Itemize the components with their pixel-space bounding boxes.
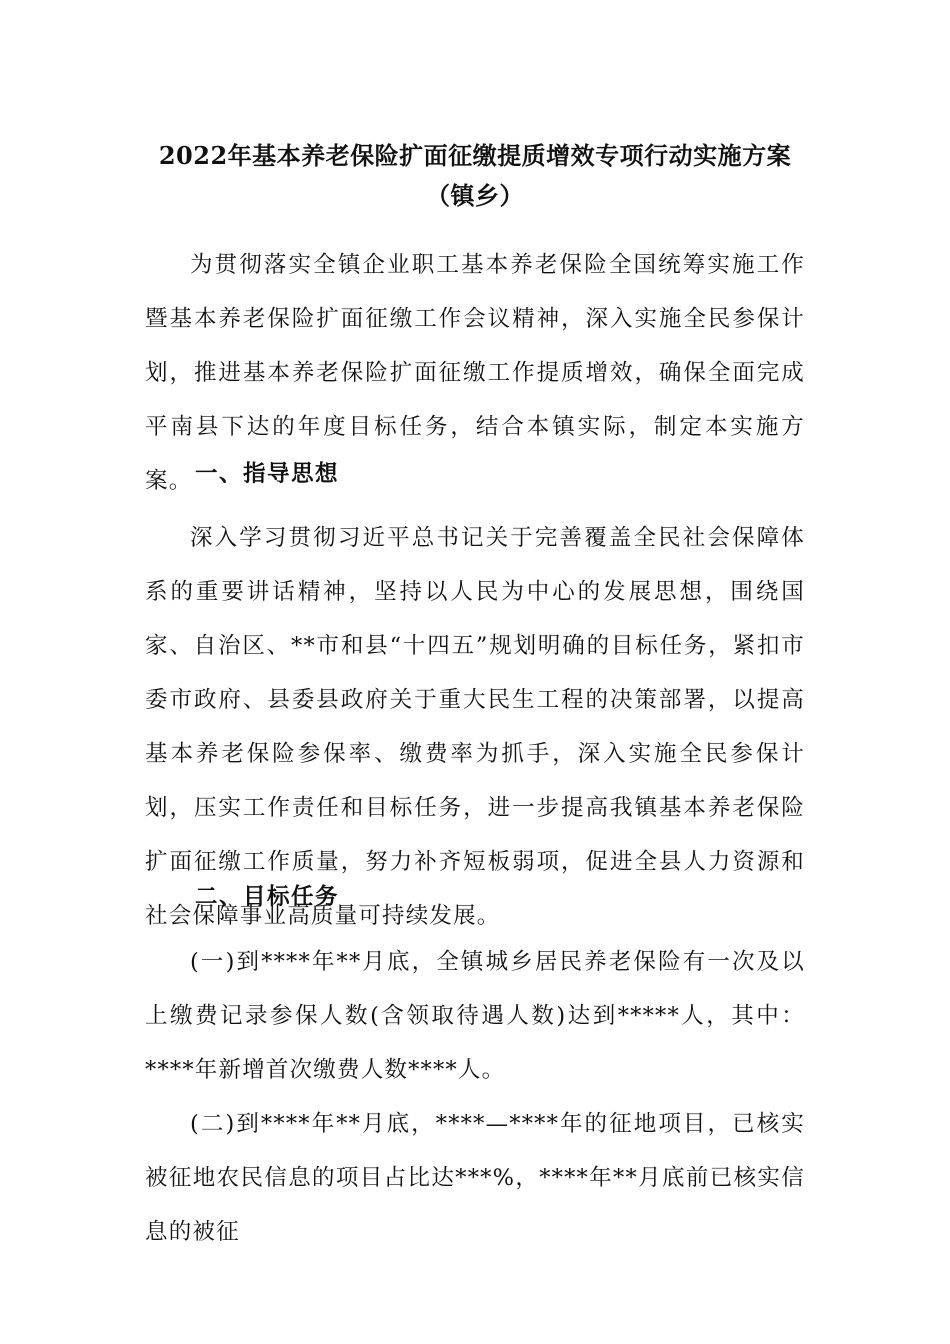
- section-paragraph-guiding-ideology: 深入学习贯彻习近平总书记关于完善覆盖全民社会保障体系的重要讲话精神，坚持以人民为中心的发展思想，围绕国家、自治区、**市和县“十四五”规划明确的目标任务，紧扣市委市政府、县委县政府关于重大民生工程的决策部署，以提高基本养老保险参保率、缴费率为抓手，深入实施全民参保计划，压实工作责任和目标任务，进一步提高我镇基本养老保险扩面征缴工作质量，努力补齐短板弱项，促进全县人力资源和社会保障事业高质量可持续发展。: [145, 525, 805, 929]
- objective-item-1: (一)到****年**月底，全镇城乡居民养老保险有一次及以上缴费记录参保人数(含领取待遇人数)达到*****人，其中：****年新增首次缴费人数****人。: [145, 949, 805, 1083]
- document-title: 2022年基本养老保险扩面征缴提质增效专项行动实施方案: [158, 141, 792, 170]
- section-heading-guiding-ideology: 一、指导思想: [195, 461, 340, 487]
- section-heading-objectives: 二、目标任务: [195, 884, 340, 910]
- document-subtitle: （镇乡）: [426, 181, 524, 210]
- objective-item-2: (二)到****年**月底，****—****年的征地项目，已核实被征地农民信息的项目占比达***%，****年**月底前已核实信息的被征: [145, 1111, 805, 1245]
- intro-paragraph: 为贯彻落实全镇企业职工基本养老保险全国统筹实施工作暨基本养老保险扩面征缴工作会议精神，深入实施全民参保计划，推进基本养老保险扩面征缴工作提质增效，确保全面完成平南县下达的年度目标任务，结合本镇实际，制定本实施方案。: [145, 252, 805, 494]
